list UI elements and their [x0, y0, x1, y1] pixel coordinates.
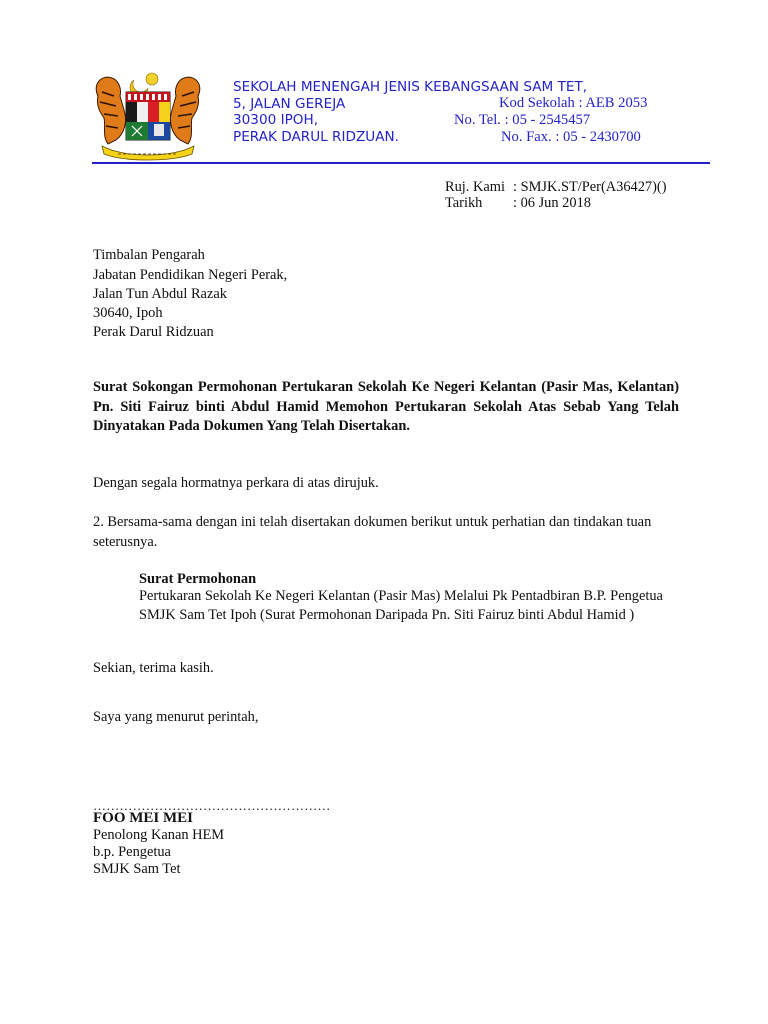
closing-line: Sekian, terima kasih. [93, 660, 214, 676]
signatory-name: FOO MEI MEI [93, 810, 193, 826]
paragraph-2: 2. Bersama-sama dengan ini telah disertakan dokumen berikut untuk perhatian dan tindakan tuan seterusnya. [93, 514, 652, 550]
recipient-line-4: 30640, Ipoh [93, 305, 163, 321]
recipient-line-5: Perak Darul Ridzuan [93, 324, 214, 340]
reference-label: Ruj. Kami [445, 179, 505, 195]
school-crest-logo [88, 66, 208, 162]
signature-line: ……………………………………………… [93, 798, 331, 813]
school-name: SEKOLAH MENENGAH JENIS KEBANGSAAN SAM TET, [233, 79, 588, 95]
opening-paragraph: Dengan segala hormatnya perkara di atas dirujuk. [93, 475, 379, 491]
date-label: Tarikh [445, 195, 483, 211]
signatory-school: SMJK Sam Tet [93, 861, 181, 877]
recipient-line-1: Timbalan Pengarah [93, 247, 205, 263]
address-line-3: PERAK DARUL RIDZUAN. [233, 129, 400, 145]
attachment-line-2: SMJK Sam Tet Ipoh (Surat Permohonan Daripada Pn. Siti Fairuz binti Abdul Hamid ) [139, 607, 635, 623]
address-line-2: 30300 IPOH, [233, 112, 319, 128]
recipient-line-2: Jabatan Pendidikan Negeri Perak, [93, 267, 288, 283]
signatory-on-behalf: b.p. Pengetua [93, 844, 171, 860]
telephone-number: No. Tel. : 05 - 2545457 [454, 112, 591, 128]
signatory-title: Penolong Kanan HEM [93, 827, 225, 843]
letter-subject: Surat Sokongan Permohonan Pertukaran Sekolah Ke Negeri Kelantan (Pasir Mas, Kelantan) Pn. Siti Fairuz binti Abdul Hamid Memohon Pertukaran Sekolah Atas Sebab Yang Telah Dinyatakan Pada Dokumen Yang Telah Disertakan. [93, 379, 679, 434]
attachment-line-1: Pertukaran Sekolah Ke Negeri Kelantan (Pasir Mas) Melalui Pk Pentadbiran B.P. Pengetua [139, 588, 663, 604]
header-divider [92, 162, 710, 164]
address-line-1: 5, JALAN GEREJA [233, 96, 346, 112]
sign-off: Saya yang menurut perintah, [93, 709, 259, 725]
reference-value: : SMJK.ST/Per(A36427)() [513, 179, 667, 195]
date-value: : 06 Jun 2018 [513, 195, 591, 211]
fax-number: No. Fax. : 05 - 2430700 [501, 129, 641, 145]
school-code: Kod Sekolah : AEB 2053 [499, 95, 648, 111]
attachment-title: Surat Permohonan [139, 571, 257, 587]
recipient-line-3: Jalan Tun Abdul Razak [93, 286, 227, 302]
